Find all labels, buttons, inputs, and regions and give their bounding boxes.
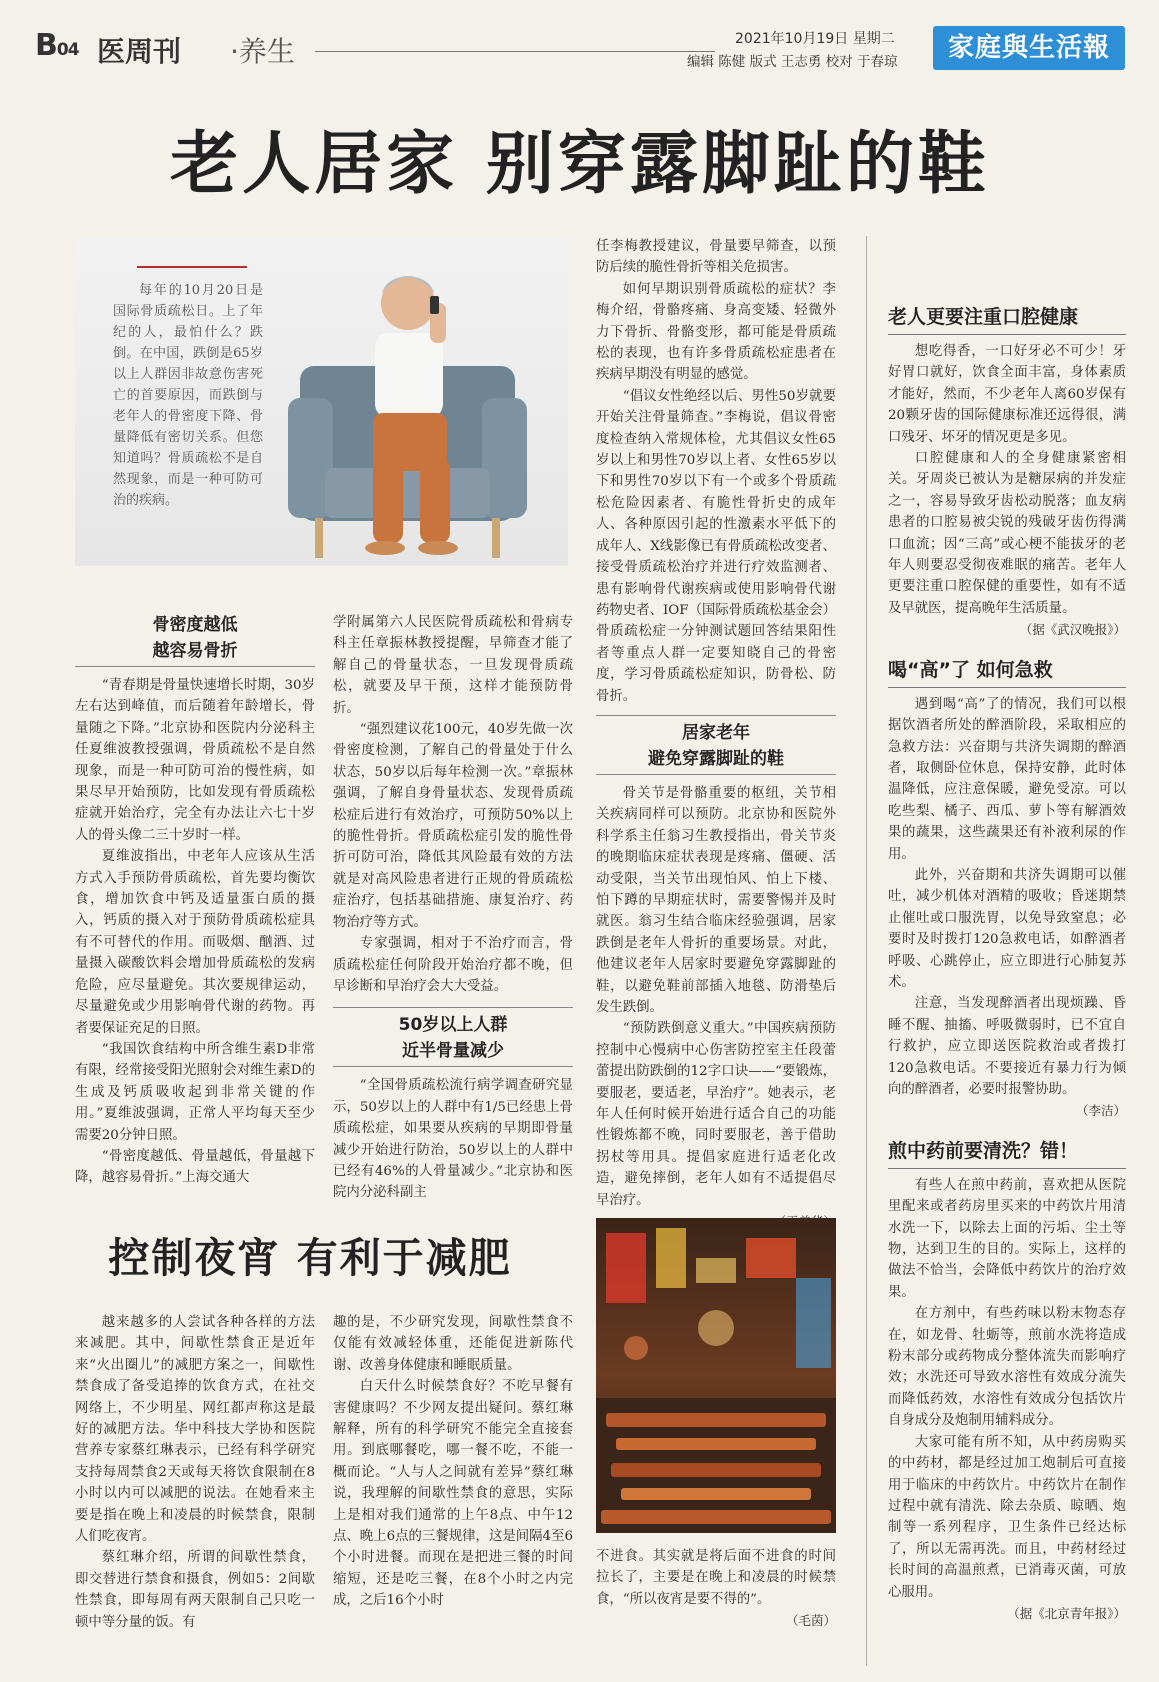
source-credit: （据《北京青年报》） bbox=[1007, 1605, 1126, 1621]
paragraph: “强烈建议花100元，40岁先做一次骨密度检测，了解自己的骨量处于什么状态，50岁以后每年检测一次。”章振林强调，了解自身骨量状态、发现骨质疏松症后进行有效治疗，可预防50%以上的脆性骨折。骨质疏松症引发的脆性骨折可防可治，降低其风险最有效的方法就是对高风险患者进行正规的骨质疏松症治疗，包括基础措施、康复治疗、药物治疗等方式。 bbox=[333, 722, 573, 930]
paragraph: 大家可能有所不知，从中药房购买的中药材，都是经过加工炮制后可直接用于临床的中药饮片。中药饮片在制作过程中就有清洗、除去杂质、晾晒、炮制等一系列程序，卫生条件已经达标了，所以无需再洗。而且，中药材经过长时间的高温煎煮，已消毒灭菌，可放心服用。 bbox=[888, 1434, 1126, 1600]
subheading-1b: 越容易骨折 bbox=[152, 641, 238, 661]
subheading-3b: 避免穿露脚趾的鞋 bbox=[648, 748, 784, 769]
photo-caption: 每年的10月20日是国际骨质疏松日。上了年纪的人，最怕什么？跌倒。在中国，跌倒是65岁以上人群因非故意伤害死亡的首要原因，而跌倒与老年人的骨密度下降、骨量降低有密切关系。但您知道吗？骨质疏松不是自然现象，而是一种可防可治的疾病。 bbox=[113, 283, 263, 508]
article-column-2 bbox=[333, 612, 573, 1204]
elderly-man-illustration bbox=[280, 248, 550, 566]
paragraph: 夏维波指出，中老年人应该从生活方式入手预防骨质疏松，首先要均衡饮食，增加饮食中钙及适量蛋白质的摄入，钙质的摄入对于预防骨质疏松症具有不可替代的作用。而吸烟、酗酒、过量摄入碳酸饮料会增加骨质疏松的发病危险，应尽量避免。其次要规律运动，尽量避免或少用影响骨代谢的药物。再者要保证充足的日照。 bbox=[75, 849, 315, 1036]
source-credit: （据《武汉晚报》） bbox=[1019, 622, 1126, 638]
paragraph: 越来越多的人尝试各种各样的方法来减肥。其中，间歇性禁食正是近年来“火出圈儿”的减肥方案之一，间歇性禁食成了备受追捧的饮食方式，在社交网络上，不少明星、网红都声称这是最好的减肥方法。华中科技大学协和医院营养专家蔡红琳表示，已经有科学研究支持每周禁食2天或每天将饮食限制在8小时以内可以减肥的说法。在她看来主要是指在晚上和凌晨的时候禁食，限制人们吃夜宵。 bbox=[75, 1315, 315, 1545]
paragraph: 趣的是，不少研究发现，间歇性禁食不仅能有效减轻体重，还能促进新陈代谢、改善身体健康和睡眠质量。 bbox=[333, 1315, 573, 1373]
paragraph: “我国饮食结构中所含维生素D非常有限，经常接受阳光照射会对维生素D的生成及钙质吸收起到非常关键的作用。”夏维波强调，正常人平均每天至少需要20分钟日照。 bbox=[75, 1041, 315, 1143]
caption-accent-line bbox=[137, 266, 247, 268]
subheading-2a: 50岁以上人群 bbox=[398, 1015, 508, 1036]
paragraph: 此外，兴奋期和共济失调期可以催吐，减少机体对酒精的吸收；昏迷期禁止催吐或口服洗胃，以免导致窒息；必要时及时拨打120急救电话，如醉酒者呼吸、心跳停止，应立即进行心肺复苏术。 bbox=[888, 867, 1126, 990]
paragraph: 有些人在煎中药前，喜欢把从医院里配来或者药房里买来的中药饮片用清水洗一下，以除去上面的污垢、尘土等物，达到卫生的目的。实际上，这样的做法不恰当，会降低中药饮片的治疗效果。 bbox=[888, 1177, 1126, 1300]
paragraph: 在方剂中，有些药味以粉末物态存在，如龙骨、牡蛎等，煎前水洗将造成粉末部分或药物成分整体流失而影响疗效；水洗还可导致水溶性有效成分流失而降低药效，水溶性有效成分包括饮片自身成分及炮制用辅料成分。 bbox=[888, 1306, 1126, 1429]
page-code bbox=[35, 28, 79, 63]
paragraph: 专家强调，相对于不治疗而言，骨质疏松症任何阶段开始治疗都不晚，但早诊断和早治疗会大大受益。 bbox=[333, 936, 573, 994]
lead-photo bbox=[75, 238, 568, 566]
subheading-2b: 近半骨量减少 bbox=[402, 1041, 504, 1062]
newspaper-logo: 家庭與生活報 bbox=[933, 26, 1125, 70]
paragraph: “全国骨质疏松流行病学调查研究显示，50岁以上的人群中有1/5已经患上骨质疏松症，如果要从疾病的早期即骨量减少开始进行防治，50岁以上的人群中已经有46%的人骨量减少。”北京协和医院内分泌科副主 bbox=[333, 1078, 573, 1201]
lower-column-1 bbox=[75, 1312, 315, 1633]
main-headline: 老人居家 别穿露脚趾的鞋 bbox=[170, 125, 990, 204]
paragraph: 任李梅教授建议，骨量要早筛查，以预防后续的脆性骨折等相关危损害。 bbox=[596, 239, 836, 276]
paragraph: 白天什么时候禁食好？不吃早餐有害健康吗？不少网友提出疑问。蔡红琳解释，所有的科学研究不能完全直接套用。到底哪餐吃，哪一餐不吃，不能一概而论。“人与人之间就有差异”蔡红琳说，我理解的间歇性禁食的意思，实际上是相对我们通常的上午8点、中午12点、晚上6点的三餐规律，这是间隔4至6个小时进餐。而现在是把进三餐的时间缩短，还是吃三餐，在8个小时之内完成，之后16个小时 bbox=[333, 1379, 573, 1609]
sidebar-rule bbox=[888, 687, 1126, 688]
header-rule bbox=[315, 51, 715, 52]
paragraph: “预防跌倒意义重大。”中国疾病预防控制中心慢病中心伤害防控室主任段蕾蕾提出防跌倒的12字口诀——“要锻炼，要服老，要适老，早治疗”。她表示，老年人任何时候开始进行适合自己的功能性锻炼都不晚，同时要服老，善于借助拐杖等用具。提倡家庭进行适老化改造，避免摔倒，老年人如有不适提倡尽早治疗。 bbox=[596, 1021, 836, 1208]
subheading-rule bbox=[596, 715, 836, 716]
paragraph: 如何早期识别骨质疏松的症状？李梅介绍，骨骼疼痛、身高变矮、轻微外力下骨折、骨骼变形，都可能是骨质疏松的表现，也有许多骨质疏松症患者在疾病早期没有明显的感觉。 bbox=[596, 281, 836, 383]
subheading-rule bbox=[333, 1066, 573, 1067]
sidebar-rule bbox=[888, 1168, 1126, 1169]
night-market-illustration bbox=[596, 1218, 836, 1533]
paragraph: 想吃得香，一口好牙必不可少！牙好胃口就好，饮食全面丰富，身体素质才能好，然而，不少老年人离60岁保有20颗牙齿的国际健康标准还远得很，满口残牙、坏牙的情况更是多见。 bbox=[888, 344, 1126, 445]
paragraph: 注意，当发现醉酒者出现烦躁、昏睡不醒、抽搐、呼吸微弱时，已不宜自行救护，应立即送医院救治或者拨打120急救电话。不要接近有暴力行为倾向的醉酒者，必要时报警协助。 bbox=[888, 996, 1126, 1097]
paragraph: 蔡红琳介绍，所谓的间歇性禁食，即交替进行禁食和摄食，例如5：2间歇性禁食，即每周有两天限制自己只吃一顿中等分量的饭。有 bbox=[75, 1550, 315, 1630]
paragraph: 不进食。其实就是将后面不进食的时间拉长了，主要是在晚上和凌晨的时候禁食，“所以夜宵是要不得的”。 bbox=[596, 1549, 836, 1607]
lower-headline: 控制夜宵 有利于减肥 bbox=[108, 1234, 512, 1282]
subsection-name: ·养生 bbox=[230, 35, 295, 68]
subheading-rule bbox=[333, 1007, 573, 1008]
paragraph: “倡议女性绝经以后、男性50岁就要开始关注骨量筛查。”李梅说，倡议骨密度检查纳入常规体检，尤其倡议女性65岁以上和男性70岁以上者、女性65岁以下和男性70岁以下有一个或多个骨质疏松危险因素者、有脆性骨折史的成年人、各种原因引起的性激素水平低下的成年人、X线影像已有骨质疏松改变者、接受骨质疏松治疗并进行疗效监测者、患有影响骨代谢疾病或使用影响骨代谢药物史者、IOF（国际骨质疏松基金会）骨质疏松症一分钟测试题回答结果阳性者等重点人群一定要知晓自己的骨密度，学习骨质疏松症知识，防骨松、防骨折。 bbox=[596, 388, 836, 704]
editorial-staff: 编辑 陈健 版式 王志勇 校对 于春琼 bbox=[687, 54, 898, 70]
section-name: 医周刊 bbox=[97, 35, 182, 68]
page-letter: B bbox=[35, 28, 57, 63]
page-number: 04 bbox=[56, 40, 79, 60]
paragraph: 骨关节是骨骼重要的枢纽，关节相关疾病同样可以预防。北京协和医院外科学系主任翁习生教授指出，骨关节炎的晚期临床症状表现是疼痛、僵硬、活动受限，当关节出现怕风、怕上下楼、怕下蹲的早期症状时，需要警惕并及时就医。翁习生结合临床经验强调，居家跌倒是老年人骨折的重要场景。对此，他建议老年人居家时要避免穿露脚趾的鞋，以避免鞋前部插入地毯、防滑垫后发生跌倒。 bbox=[596, 785, 836, 1015]
subheading-rule bbox=[596, 774, 836, 775]
paragraph: 遇到喝“高”了的情况，我们可以根据饮酒者所处的醉酒阶段，采取相应的急救方法：兴奋期与共济失调期的醉酒者，取侧卧位休息，保持安静，此时体温降低，应注意保暖，避免受凉。可以吃些梨、橘子、西瓜、萝卜等有解酒效果的蔬果，这些蔬果还有补液利尿的作用。 bbox=[888, 696, 1126, 862]
subheading-rule bbox=[75, 666, 315, 667]
page-header bbox=[35, 24, 1125, 76]
subheading-1a: 骨密度越低 bbox=[152, 615, 238, 635]
sidebar-heading-herbal-medicine: 煎中药前要清洗？错！ bbox=[888, 1139, 1079, 1162]
lower-column-2 bbox=[333, 1312, 573, 1612]
column-divider bbox=[866, 236, 867, 1666]
sidebar-column bbox=[888, 302, 1126, 1624]
paragraph: “青春期是骨量快速增长时期，30岁左右达到峰值，而后随着年龄增长，骨量随之下降。”北京协和医院内分泌科主任夏维波教授强调，骨质疏松不是自然现象，而是一种可防可治的慢性病，如果尽早开始预防，比如发现有骨质疏松症就开始治疗，完全有办法让六七十岁人的骨头像二三十岁时一样。 bbox=[75, 678, 315, 843]
source-credit: （毛茵） bbox=[785, 1613, 836, 1629]
sidebar-rule bbox=[888, 334, 1126, 335]
subheading-3a: 居家老年 bbox=[682, 722, 750, 743]
night-market-photo bbox=[596, 1218, 836, 1533]
article-column-3 bbox=[596, 236, 836, 1232]
paragraph: 口腔健康和人的全身健康紧密相关。牙周炎已被认为是糖尿病的并发症之一，容易导致牙齿松动脱落；血友病患者的口腔易被尖锐的残破牙齿伤得满口血流；因“三高”或心梗不能拔牙的老年人则要忍受彻夜难眠的痛苦。老年人更要注重口腔保健的重要性，如有不适及早就医，提高晚年生活质量。 bbox=[888, 451, 1126, 616]
sidebar-heading-oral-health: 老人更要注重口腔健康 bbox=[888, 306, 1079, 328]
article-column-1 bbox=[75, 612, 315, 1189]
lower-column-3 bbox=[596, 1546, 836, 1632]
sidebar-heading-drunk-first-aid: 喝“高”了 如何急救 bbox=[888, 658, 1053, 681]
source-credit: （李洁） bbox=[1075, 1103, 1126, 1119]
paragraph: 学附属第六人民医院骨质疏松和骨病专科主任章振林教授提醒，早筛查才能了解自己的骨量状态，一旦发现骨质疏松，就要及早干预，这样才能预防骨折。 bbox=[333, 615, 573, 716]
paragraph: “骨密度越低、骨量越低，骨量越下降，越容易骨折。”上海交通大 bbox=[75, 1148, 315, 1186]
issue-date: 2021年10月19日 星期二 bbox=[735, 31, 895, 47]
